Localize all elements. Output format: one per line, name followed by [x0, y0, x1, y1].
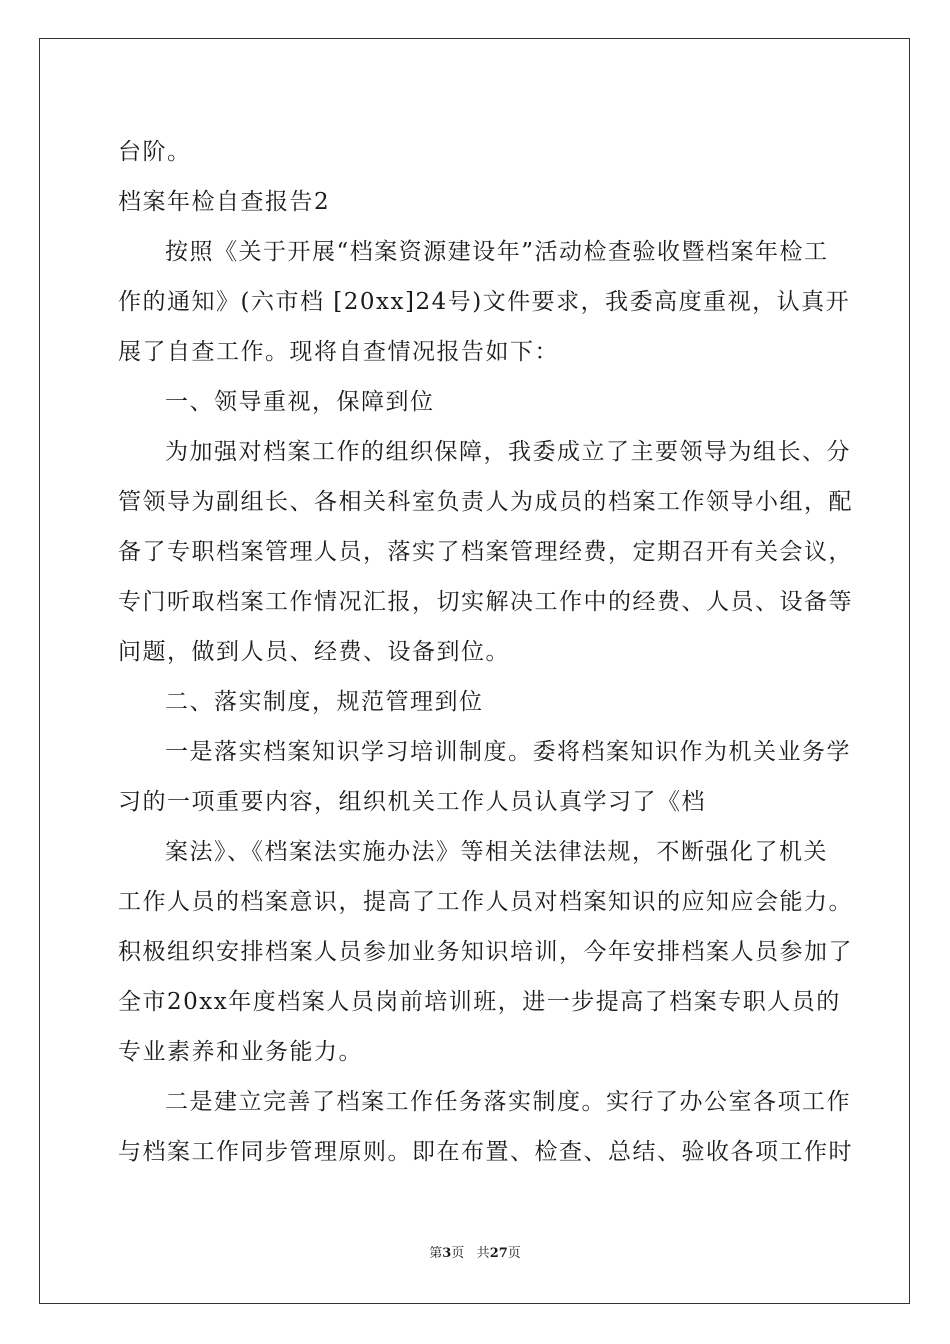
body-line: 专门听取档案工作情况汇报，切实解决工作中的经费、人员、设备等	[118, 589, 853, 615]
footer-page-suffix: 页	[451, 1246, 465, 1261]
body-line: 专业素养和业务能力。	[118, 1039, 363, 1065]
body-line: 备了专职档案管理人员，落实了档案管理经费，定期召开有关会议，	[118, 539, 853, 565]
section-title: 档案年检自查报告2	[118, 189, 331, 215]
body-line: 按照《关于开展“档案资源建设年”活动检查验收暨档案年检工	[165, 239, 829, 265]
body-line: 展了自查工作。现将自查情况报告如下：	[118, 339, 559, 365]
footer-page-total: 27	[489, 1246, 508, 1261]
body-line: 作的通知》(六市档 [20xx]24号)文件要求，我委高度重视，认真开	[118, 289, 851, 315]
footer-total-suffix: 页	[507, 1246, 521, 1261]
page-footer	[0, 1242, 950, 1261]
section-heading: 二、落实制度，规范管理到位	[165, 689, 484, 715]
body-line: 案法》、《档案法实施办法》等相关法律法规，不断强化了机关	[165, 839, 828, 865]
body-line: 台阶。	[118, 139, 192, 165]
body-line: 二是建立完善了档案工作任务落实制度。实行了办公室各项工作	[165, 1089, 851, 1115]
body-line: 问题，做到人员、经费、设备到位。	[118, 639, 510, 665]
footer-total-prefix: 共	[476, 1246, 490, 1261]
body-line: 为加强对档案工作的组织保障，我委成立了主要领导为组长、分	[165, 439, 851, 465]
body-line: 积极组织安排档案人员参加业务知识培训，今年安排档案人员参加了	[118, 939, 853, 965]
document-body	[118, 130, 853, 1180]
footer-page-prefix: 第	[429, 1246, 443, 1261]
section-heading: 一、领导重视，保障到位	[165, 389, 435, 415]
body-line: 管领导为副组长、各相关科室负责人为成员的档案工作领导小组，配	[118, 489, 853, 515]
body-line: 全市20xx年度档案人员岗前培训班，进一步提高了档案专职人员的	[118, 989, 841, 1015]
footer-page-current: 3	[442, 1246, 452, 1261]
body-line: 工作人员的档案意识，提高了工作人员对档案知识的应知应会能力。	[118, 889, 853, 915]
body-line: 与档案工作同步管理原则。即在布置、检查、总结、验收各项工作时	[118, 1139, 853, 1165]
body-line: 一是落实档案知识学习培训制度。委将档案知识作为机关业务学	[165, 739, 851, 765]
body-line: 习的一项重要内容，组织机关工作人员认真学习了《档	[118, 789, 706, 815]
